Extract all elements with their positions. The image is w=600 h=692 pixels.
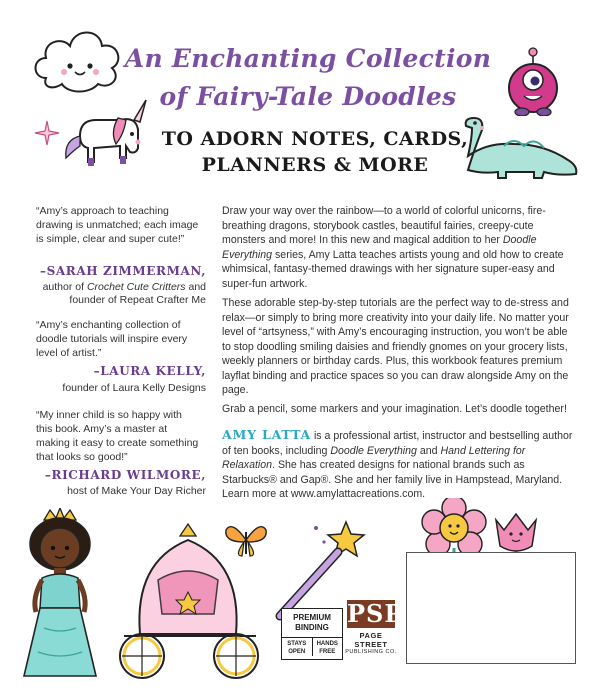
quote-2-name: –LAURA KELLY, bbox=[93, 364, 206, 378]
quote-1-text: “Amy’s approach to teaching drawing is unmatched; each image is simple, clear and super cute!” bbox=[36, 205, 199, 245]
body-paragraph-2: These adorable step-by-step tutorials are the perfect way to de-stress and relax—or simply to bring more creativity into your daily life. No matter your level of “artsyness,” with Amy’s encouraging instruction, you won’t be able to stop doodling smiling daisies and friendly gnomes on your grocery lists, weekly planners or birthday cards. Plus, this workbook features premium layflat binding and practice spaces so you can draw alongside Amy on the page. bbox=[222, 297, 569, 396]
premium-binding-badge bbox=[281, 608, 343, 660]
badge-line-2: BINDING bbox=[295, 623, 329, 632]
author-bio: AMY LATTA is a professional artist, instructor and bestselling author of ten books, including Doodle Everything and Hand Lettering for Relaxation. She has created designs for national brands such as Starbucks® and Gap®. She and her family live in Hampstead, Maryland. Learn more at www.amylattacreations.com. bbox=[222, 427, 573, 500]
badge-stays-open: STAYS OPEN bbox=[282, 638, 313, 656]
quote-1-affiliation: author of Crochet Cute Critters and founder of Repeat Crafter Me bbox=[42, 281, 206, 306]
cloud-doodle-icon bbox=[28, 16, 128, 98]
author-name: AMY LATTA bbox=[222, 427, 311, 442]
quote-3-text: “My inner child is so happy with this book. Amy’s a master at making it easy to create something that looks so good!” bbox=[36, 409, 199, 463]
publisher-monogram: PSP bbox=[347, 599, 404, 628]
quote-2-affiliation: founder of Laura Kelly Designs bbox=[62, 382, 206, 394]
title-line-2: of Fairy-Tale Doodles bbox=[159, 82, 457, 111]
butterfly-doodle-icon bbox=[222, 520, 270, 560]
sea-serpent-doodle-icon bbox=[458, 100, 586, 182]
unicorn-doodle-icon bbox=[50, 96, 160, 192]
subtitle-line-1: TO ADORN NOTES, CARDS, bbox=[161, 128, 469, 150]
body-paragraph-3: Grab a pencil, some markers and your imagination. Let’s doodle together! bbox=[222, 403, 567, 415]
quote-1-name: –SARAH ZIMMERMAN, bbox=[39, 264, 206, 278]
quote-3-name: –RICHARD WILMORE, bbox=[44, 468, 206, 482]
quote-2-text: “Amy’s enchanting collection of doodle tutorials will inspire every level of artist.” bbox=[36, 319, 188, 359]
quote-3-affiliation: host of Make Your Day Richer bbox=[67, 485, 206, 497]
princess-doodle-icon bbox=[14, 508, 106, 686]
title-line-1: An Enchanting Collection bbox=[124, 44, 492, 73]
publisher-logo bbox=[343, 599, 404, 664]
publisher-name-line-1: PAGE STREET bbox=[354, 631, 388, 649]
badge-hands-free: HANDS FREE bbox=[316, 641, 338, 655]
body-paragraph-1: Draw your way over the rainbow—to a world of colorful unicorns, fire-breathing dragons, storybook castles, beautiful fairies, creepy-cute monsters and more! In this new and magical addition to her Doodle Everything series, Amy Latta teaches artists young and old how to create whimsical, fantasy-themed drawings with her signature super-easy and super-fun artwork. bbox=[222, 205, 564, 290]
barcode-box bbox=[406, 552, 576, 664]
sparkle-icon bbox=[34, 120, 60, 146]
publisher-name-line-2: PUBLISHING CO. bbox=[345, 649, 397, 655]
subtitle-line-2: PLANNERS & MORE bbox=[201, 154, 429, 176]
badge-line-1: PREMIUM bbox=[293, 613, 331, 622]
